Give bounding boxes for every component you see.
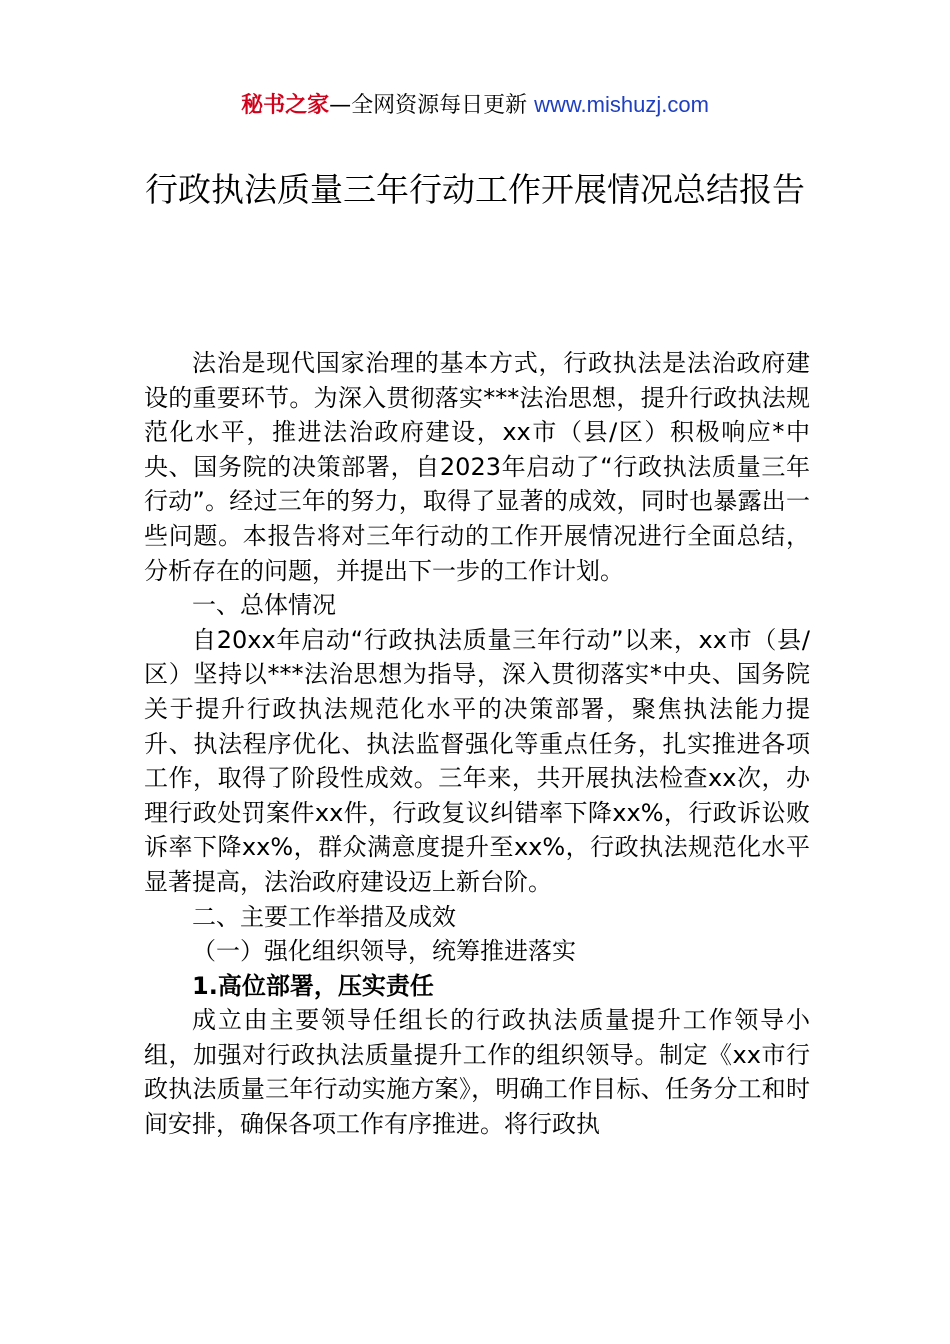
site-url[interactable]: www.mishuzj.com [534,92,709,117]
header-tagline: —全网资源每日更新 [329,93,535,118]
item-heading-deployment: 1.高位部署，压实责任 [192,971,434,1000]
section-heading-measures: 二、主要工作举措及成效 [192,902,456,931]
document-title: 行政执法质量三年行动工作开展情况总结报告 [145,170,805,209]
section-heading-overview: 一、总体情况 [192,591,336,620]
subsection-heading-leadership: （一）强化组织领导，统筹推进落实 [192,937,576,966]
document-body [144,346,810,1142]
site-header [0,90,950,121]
overview-paragraph: 自20xx年启动“行政执法质量三年行动”以来，xx市（县/区）坚持以***法治思想为指导，深入贯彻落实*中央、国务院关于提升行政执法规范化水平的决策部署，聚焦执法能力提升、执法程序优化、执法监督强化等重点任务，扎实推进各项工作，取得了阶段性成效。三年来，共开展执法检查xx次，办理行政处罚案件xx件，行政复议纠错率下降xx%，行政诉讼败诉率下降xx%，群众满意度提升至xx%，行政执法规范化水平显著提高，法治政府建设迈上新台阶。 [144,625,810,896]
intro-paragraph: 法治是现代国家治理的基本方式，行政执法是法治政府建设的重要环节。为深入贯彻落实***法治思想，提升行政执法规范化水平，推进法治政府建设，xx市（县/区）积极响应*中央、国务院的决策部署，自2023年启动了“行政执法质量三年行动”。经过三年的努力，取得了显著的成效，同时也暴露出一些问题。本报告将对三年行动的工作开展情况进行全面总结，分析存在的问题，并提出下一步的工作计划。 [144,349,810,585]
brand-name: 秘书之家 [241,93,330,118]
deployment-paragraph: 成立由主要领导任组长的行政执法质量提升工作领导小组，加强对行政执法质量提升工作的组织领导。制定《xx市行政执法质量三年行动实施方案》，明确工作目标、任务分工和时间安排，确保各项工作有序推进。将行政执 [144,1006,810,1139]
